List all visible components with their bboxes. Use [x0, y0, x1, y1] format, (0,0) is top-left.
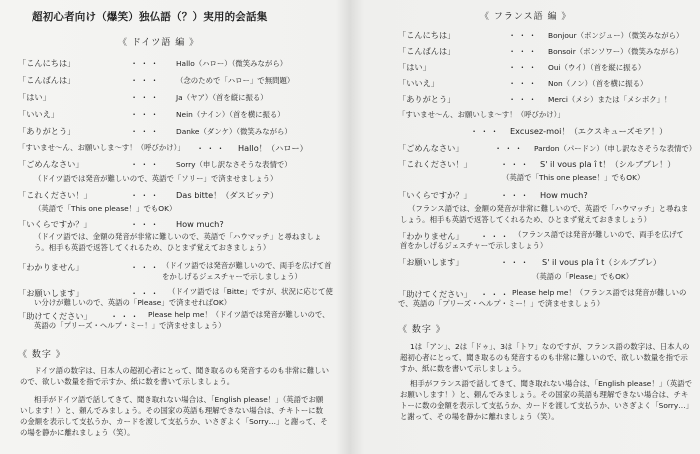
separator-dots: ・・・	[494, 143, 525, 153]
german-phrase-jp: 「助けてください」	[18, 311, 92, 321]
german-phrase-foreign: Hallo（ハロー）（微笑みながら）	[176, 59, 288, 68]
german-phrase-foreign: Danke（ダンケ）（微笑みながら）	[176, 127, 292, 136]
german-phrase-foreign: Nein（ナイン）（首を横に振る）	[176, 110, 285, 119]
separator-dots: ・・・	[130, 262, 161, 272]
german-number-paragraph: 相手がドイツ語で話してきて、聞き取れない場合は、「English please！」（英語でお願いします！）と、頼んでみましょう。その国家の英語も理解できない場合は、チキトーに数の金額を表示して支払うか、カードを渡して支払うか、いさぎよく「Sorry…」と謝って、その場を静かに離れましょう（笑）。	[20, 395, 328, 437]
german-phrase-foreign: Ja（ヤア）（首を縦に振る）	[176, 93, 268, 102]
french-phrase-foreign: Merci（メシ）または「メシボク」！	[548, 95, 672, 104]
separator-dots: ・・・	[130, 288, 161, 298]
separator-dots: ・・・	[130, 159, 161, 169]
french-phrase-jp: 「はい」	[398, 62, 431, 72]
german-note: （ドイツ語では、金額の発音が非常に難しいので、英語で「ハウマッチ」と尋ねましょう。相手も英語で返答してくれるため、ひとまず覚えておきましょう）	[34, 232, 322, 252]
french-note: （フランス語では、金額の発音が非常に難しいので、英語で「ハウマッチ」と尋ねましょう。相手も英語で返答してくれるため、ひとまず覚えておきましょう）	[400, 204, 689, 224]
separator-dots: ・・・	[130, 126, 161, 136]
separator-dots: ・・・	[110, 311, 141, 321]
separator-dots: ・・・	[500, 159, 531, 169]
separator-dots: ・・・	[480, 289, 511, 299]
german-phrase-jp: 「わかりません」	[18, 262, 84, 272]
french-phrase-foreign: Please help me！（フランス語では発音が難しいので、英語の「プリーズ・ヘルプ・ミー！」で済ませましょう）	[398, 288, 687, 308]
german-phrase-jp: 「これください！」	[18, 190, 92, 200]
french-number-header: 《 数字 》	[398, 325, 446, 335]
german-phrase-foreign: （念のためで「ハロー」で無問題）	[176, 76, 295, 85]
german-note: （英語で「This one please！」でもOK）	[34, 204, 177, 213]
german-phrase-jp: 「いいえ」	[18, 109, 59, 119]
german-phrase-foreign: Sorry（申し訳なさそうな表情で）	[176, 160, 292, 169]
french-phrase-jp: 「ごめんなさい」	[398, 143, 464, 153]
separator-dots: ・・・	[508, 94, 539, 104]
separator-dots: ・・・	[130, 58, 161, 68]
german-phrase-foreign: Das bitte！（ダスビッテ）	[176, 190, 279, 200]
french-page	[352, 0, 700, 454]
german-note: （ドイツ語では発音が難しいので、英語で「ソリー」で済ませましょう）	[34, 174, 278, 183]
french-note: （英語の「Please」でもOK）	[532, 272, 634, 281]
german-section-header: 《 ドイツ語 編 》	[118, 38, 200, 48]
german-phrase-foreign: Hallo！（ハロー）	[238, 143, 308, 153]
german-phrase-jp: 「お願いします」	[18, 288, 84, 298]
separator-dots: ・・・	[508, 62, 539, 72]
french-phrase-jp: 「助けてください」	[398, 289, 472, 299]
german-phrase-jp: 「はい」	[18, 92, 51, 102]
french-section-header: 《 フランス語 編 》	[480, 12, 572, 22]
separator-dots: ・・・	[130, 190, 161, 200]
french-phrase-foreign: Excusez-moi！（エクスキューズモア！）	[510, 126, 668, 136]
separator-dots: ・・・	[500, 190, 531, 200]
french-phrase-foreign: Bonsoir（ボンソワー）（微笑みながら）	[548, 47, 683, 56]
french-phrase-foreign: Oui（ウイ）（首を縦に振る）	[548, 63, 646, 72]
german-phrase-jp: 「こんにちは」	[18, 58, 76, 68]
german-number-header: 《 数字 》	[18, 350, 66, 360]
separator-dots: ・・・	[480, 231, 511, 241]
german-number-paragraph: ドイツ語の数字は、日本人の超初心者にとって、聞き取るのも発音するのも非常に難しいので、欲しい数量を指で示すか、紙に数を書いて示しましょう。	[20, 366, 329, 386]
separator-dots: ・・・	[508, 30, 539, 40]
french-number-paragraph: 1は「アン」、2は「ドゥ」、3は「トワ」なのですが、フランス語の数字は、日本人の超初心者にとって、聞き取るのも発音するのも非常に難しいので、欲しい数量を指で示すか、紙に数を書いて示しましょう。	[400, 342, 690, 373]
separator-dots: ・・・	[470, 126, 501, 136]
french-phrase-jp: 「いくらですか？」	[398, 190, 472, 200]
separator-dots: ・・・	[500, 257, 531, 267]
german-phrase-foreign: Please help me！（ドイツ語では発音が難しいので、英語の「プリーズ・ヘルプ・ミー！」で済ませましょう）	[34, 310, 330, 330]
french-phrase-jp: 「こんにちは」	[398, 30, 456, 40]
french-phrase-foreign: Pardon（パードン）（申し訳なさそうな表情で）	[534, 144, 697, 153]
separator-dots: ・・・	[508, 46, 539, 56]
french-phrase-foreign: How much?	[540, 190, 588, 200]
french-phrase-jp: 「こんばんは」	[398, 46, 456, 56]
german-phrase-jp: 「こんばんは」	[18, 75, 76, 85]
german-phrase-jp: 「ごめんなさい」	[18, 159, 84, 169]
german-phrase-foreign: （ドイツ語では発音が難しいので、両手を広げて首をかしげるジェスチャーで示しましょう）	[162, 261, 332, 281]
french-phrase-jp: 「わかりません」	[398, 231, 464, 241]
french-phrase-foreign: Non（ノン）（首を横に振る）	[548, 79, 648, 88]
separator-dots: ・・・	[130, 219, 161, 229]
german-page	[0, 0, 348, 454]
french-note: （英語で「This one please！」でもOK）	[502, 173, 645, 182]
french-phrase-jp: 「これください！」	[398, 159, 472, 169]
french-number-paragraph: 相手がフランス語で話してきて、聞き取れない場合は、「English please！」（英語でお願いします！）と、頼んでみましょう。その国家の英語も理解できない場合は、チキトーに数の金額を表示して支払うか、カードを渡して支払うか、いさぎよく「Sorry…」と謝って、その場を静かに離れましょう（笑）。	[400, 379, 692, 421]
french-phrase-foreign: Bonjour（ボンジュー）（微笑みながら）	[548, 31, 684, 40]
separator-dots: ・・・	[130, 75, 161, 85]
german-phrase-foreign: How much?	[176, 219, 224, 229]
french-phrase-jp: 「お願いします」	[398, 257, 464, 267]
german-phrase-jp: 「いくらですか？」	[18, 219, 92, 229]
french-phrase-jp: 「すいませ～ん、お願いしま～す！（呼びかけ）」	[398, 110, 565, 119]
french-phrase-foreign: S' il vous pla î t（シルブプレ）	[542, 257, 662, 267]
german-phrase-jp: 「ありがとう」	[18, 126, 76, 136]
separator-dots: ・・・	[130, 109, 161, 119]
french-phrase-foreign: （フランス語では発音が難しいので、両手を広げて首をかしげるジェスチャーで示しましょう）	[400, 230, 684, 250]
separator-dots: ・・・	[508, 78, 539, 88]
page-title: 超初心者向け（爆笑）独仏語（？）実用的会話集	[32, 11, 268, 23]
separator-dots: ・・・	[196, 143, 227, 153]
french-phrase-foreign: S' il vous pla î t！（シルブプレ！）	[540, 159, 676, 169]
german-phrase-jp: 「すいませ～ん、お願いしま～す！（呼びかけ）」	[18, 143, 185, 152]
french-phrase-jp: 「ありがとう」	[398, 94, 456, 104]
french-phrase-jp: 「いいえ」	[398, 78, 439, 88]
german-phrase-foreign: （ドイツ語では「Bitte」ですが、状況に応じて使い分けが難しいので、英語の「Please」で済ませればOK）	[34, 287, 333, 307]
separator-dots: ・・・	[130, 92, 161, 102]
